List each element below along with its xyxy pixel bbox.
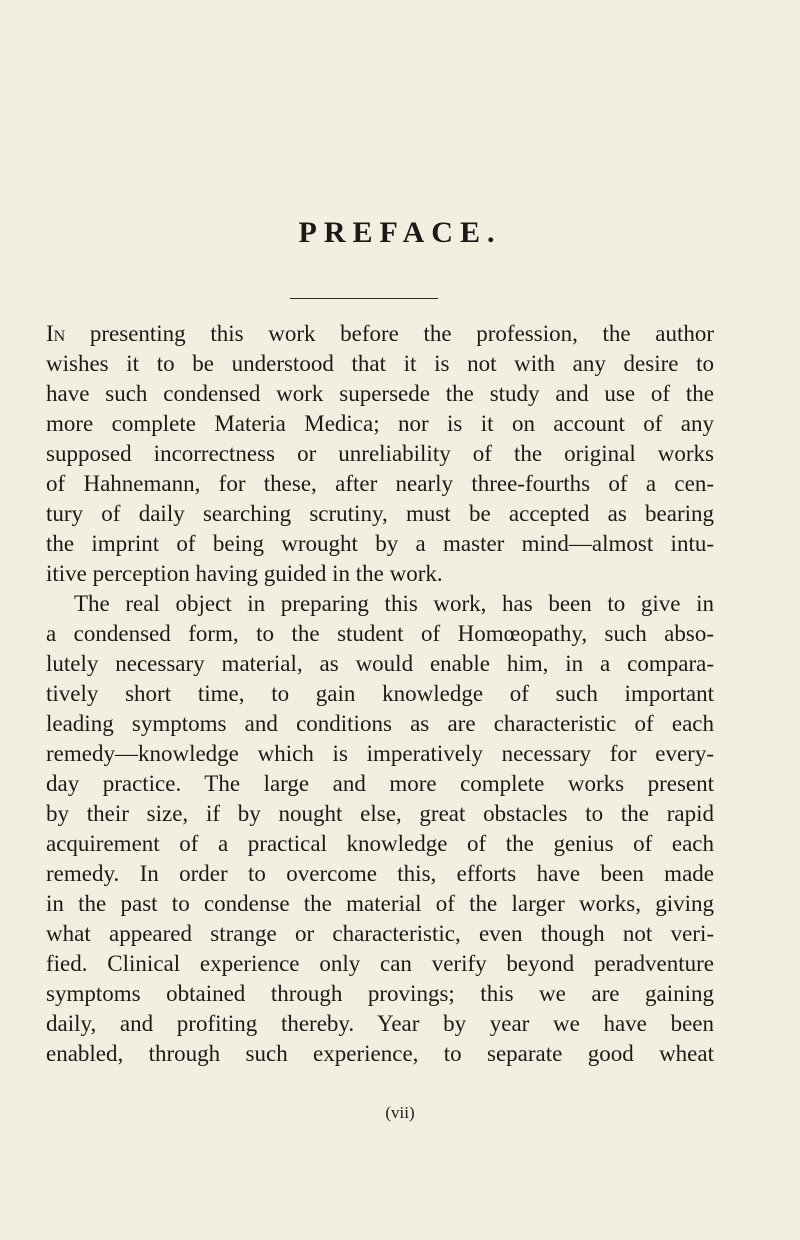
text-line: tively short time, to gain knowledge of such important [46, 681, 714, 706]
text-line: of Hahnemann, for these, after nearly three-fourths of a cen- [46, 471, 714, 496]
text-line: fied. Clinical experience only can verify beyond peradventure [46, 951, 714, 976]
text-line: symptoms obtained through provings; this we are gaining [46, 981, 714, 1006]
text-line: what appeared strange or characteristic, even though not veri- [46, 921, 714, 946]
text-line: day practice. The large and more complete works present [46, 771, 714, 796]
text-line: acquirement of a practical knowledge of the genius of each [46, 831, 714, 856]
text-line: enabled, through such experience, to separate good wheat [46, 1041, 714, 1066]
text-line: more complete Materia Medica; nor is it on account of any [46, 411, 714, 436]
text-line: wishes it to be understood that it is not with any desire to [46, 351, 714, 376]
text-line: in the past to condense the material of the larger works, giving [46, 891, 714, 916]
drop-word: In [46, 321, 66, 346]
text-line: itive perception having guided in the work. [46, 561, 443, 586]
text-line: The real object in preparing this work, has been to give in [74, 591, 714, 616]
text-line [46, 319, 714, 349]
text-line: remedy—knowledge which is imperatively necessary for every- [46, 741, 714, 766]
text-line: daily, and profiting thereby. Year by year we have been [46, 1011, 714, 1036]
page-number: (vii) [385, 1103, 415, 1122]
title-rule [290, 298, 438, 299]
text-line: supposed incorrectness or unreliability of the original works [46, 441, 714, 466]
text-line: by their size, if by nought else, great obstacles to the rapid [46, 801, 714, 826]
text-line: tury of daily searching scrutiny, must be accepted as bearing [46, 501, 714, 526]
text-line: lutely necessary material, as would enable him, in a compara- [46, 651, 714, 676]
text-line: leading symptoms and conditions as are characteristic of each [46, 711, 714, 736]
text-line: a condensed form, to the student of Homœopathy, such abso- [46, 621, 714, 646]
text-line: the imprint of being wrought by a master mind—almost intu- [46, 531, 714, 556]
page-title: PREFACE. [298, 216, 502, 249]
text-line-content: presenting this work before the profession, the author [65, 321, 714, 346]
text-line: remedy. In order to overcome this, efforts have been made [46, 861, 714, 886]
text-line: have such condensed work supersede the study and use of the [46, 381, 714, 406]
